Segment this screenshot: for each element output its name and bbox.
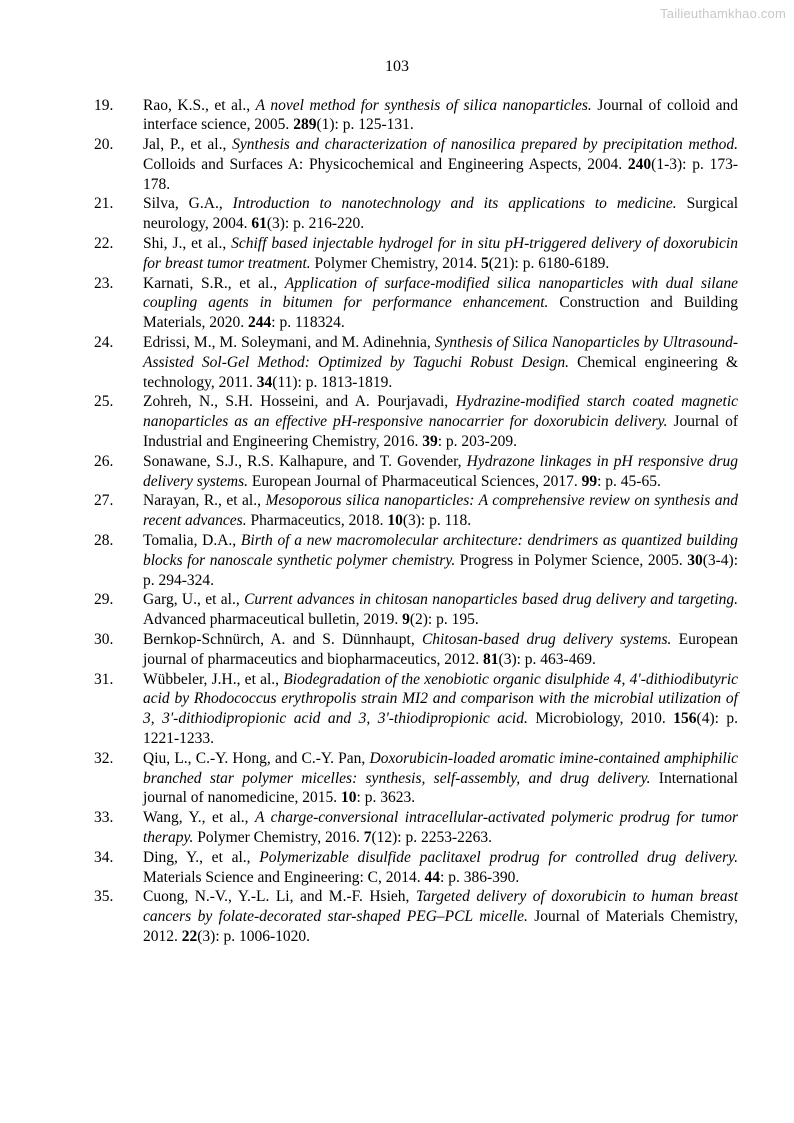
reference-number: 22. <box>94 235 114 253</box>
reference-item <box>94 630 738 670</box>
reference-number: 25. <box>94 393 114 411</box>
reference-number: 27. <box>94 492 114 510</box>
reference-authors: Wübbeler, J.H., et al., <box>143 670 280 688</box>
reference-item <box>94 135 738 194</box>
reference-item <box>94 96 738 136</box>
reference-item <box>94 670 738 749</box>
reference-text <box>143 274 738 333</box>
reference-title: Current advances in chitosan nanoparticles based drug delivery and targeting. <box>244 591 739 609</box>
reference-text <box>143 590 738 630</box>
reference-item <box>94 194 738 234</box>
reference-journal: Construction and Building Materials, 2020. <box>143 294 739 332</box>
reference-volume: 61 <box>251 215 267 233</box>
reference-title: Synthesis of Silica Nanoparticles by Ultrasound-Assisted Sol-Gel Method: Optimized by Taguchi Robust Design. <box>143 334 738 371</box>
reference-authors: Cuong, N.-V., Y.-L. Li, and M.-F. Hsieh, <box>143 888 410 906</box>
reference-pages: : p. 45-65. <box>597 472 661 490</box>
reference-text <box>143 194 738 234</box>
reference-authors: Jal, P., et al., <box>143 136 227 154</box>
reference-journal: European Journal of Pharmaceutical Sciences, 2017. <box>251 472 578 490</box>
reference-number: 29. <box>94 591 114 609</box>
reference-item <box>94 848 738 888</box>
reference-volume: 156 <box>673 710 697 728</box>
reference-text <box>143 808 738 848</box>
reference-authors: Ding, Y., et al., <box>143 848 251 866</box>
reference-authors: Wang, Y., et al., <box>143 809 249 827</box>
reference-volume: 44 <box>424 868 441 886</box>
reference-authors: Tomalia, D.A., <box>143 532 237 550</box>
reference-authors: Shi, J., et al., <box>143 235 227 253</box>
reference-volume: 39 <box>422 433 438 451</box>
reference-authors: Zohreh, N., S.H. Hosseini, and A. Pourjavadi, <box>143 393 449 411</box>
reference-pages: (1): p. 125-131. <box>316 116 414 134</box>
reference-title: A charge-conversional intracellular-activated polymeric prodrug for tumor therapy. <box>143 809 739 846</box>
reference-pages: : p. 203-209. <box>437 433 517 451</box>
reference-authors: Edrissi, M., M. Soleymani, and M. Adinehnia, <box>143 334 431 352</box>
reference-item <box>94 234 738 274</box>
reference-number: 26. <box>94 452 114 470</box>
reference-item <box>94 491 738 531</box>
reference-item <box>94 274 738 333</box>
reference-text <box>143 452 738 492</box>
reference-text <box>143 749 738 808</box>
reference-pages: (21): p. 6180-6189. <box>488 254 610 272</box>
reference-pages: (2): p. 195. <box>409 611 479 629</box>
reference-text <box>143 96 738 136</box>
reference-number: 34. <box>94 848 114 866</box>
reference-journal: Journal of Industrial and Engineering Chemistry, 2016. <box>143 413 739 451</box>
reference-authors: Bernkop-Schnürch, A. and S. Dünnhaupt, <box>143 631 415 649</box>
reference-pages: (12): p. 2253-2263. <box>371 828 493 846</box>
reference-authors: Qiu, L., C.-Y. Hong, and C.-Y. Pan, <box>143 749 366 767</box>
reference-title: Mesoporous silica nanoparticles: A comprehensive review on synthesis and recent advances. <box>143 492 738 530</box>
reference-authors: Karnati, S.R., et al., <box>143 274 278 292</box>
reference-volume: 10 <box>387 512 403 530</box>
reference-number: 32. <box>94 749 114 767</box>
reference-pages: (3-4): p. 294-324. <box>143 551 739 589</box>
reference-journal: International journal of nanomedicine, 2015. <box>143 769 738 807</box>
reference-pages: : p. 118324. <box>271 314 345 332</box>
reference-pages: (3): p. 1006-1020. <box>197 927 311 945</box>
reference-journal: Materials Science and Engineering: C, 2014. <box>143 868 421 886</box>
reference-item <box>94 590 738 630</box>
reference-number: 28. <box>94 532 114 550</box>
reference-item <box>94 887 738 946</box>
reference-title: Hydrazone linkages in pH responsive drug delivery systems. <box>143 452 739 490</box>
reference-authors: Sonawane, S.J., R.S. Kalhapure, and T. Govender, <box>143 452 462 470</box>
reference-title: Schiff based injectable hydrogel for in situ pH-triggered delivery of doxorubicin for breast tumor treatment. <box>143 235 738 272</box>
reference-number: 33. <box>94 809 114 827</box>
reference-volume: 240 <box>627 155 652 173</box>
reference-title: Biodegradation of the xenobiotic organic disulphide 4, 4'-dithiodibutyric acid by Rhodococcus erythropolis strain MI2 and comparison with the microbial utilization of 3, 3'-dithiodipropionic acid and 3, 3'-thiodipropionic acid. <box>143 670 739 728</box>
reference-authors: Rao, K.S., et al., <box>143 96 251 114</box>
reference-text <box>143 630 738 670</box>
reference-text <box>143 887 738 946</box>
reference-number: 23. <box>94 274 114 292</box>
page-number: 103 <box>385 58 409 75</box>
reference-volume: 244 <box>248 314 272 332</box>
reference-number: 31. <box>94 670 114 688</box>
reference-volume: 30 <box>687 551 703 569</box>
reference-title: A novel method for synthesis of silica nanoparticles. <box>255 96 592 114</box>
reference-pages: : p. 3623. <box>356 789 416 807</box>
reference-title: Application of surface-modified silica nanoparticles with dual silane coupling agents in bitumen for performance enhancement. <box>143 274 738 312</box>
reference-title: Birth of a new macromolecular architecture: dendrimers as quantized building blocks for nanoscale synthetic polymer chemistry. <box>143 532 739 569</box>
reference-journal: Progress in Polymer Science, 2005. <box>459 551 683 569</box>
reference-title: Doxorubicin-loaded aromatic imine-contained amphiphilic branched star polymer micelles: synthesis, self-assembly, and drug delivery. <box>143 749 739 787</box>
reference-title: Hydrazine-modified starch coated magnetic nanoparticles as an effective pH-responsive nanocarrier for doxorubicin delivery. <box>143 393 739 431</box>
reference-volume: 7 <box>363 828 372 846</box>
reference-journal: Colloids and Surfaces A: Physicochemical and Engineering Aspects, 2004. <box>143 155 623 173</box>
reference-title: Targeted delivery of doxorubicin to human breast cancers by folate-decorated star-shaped PEG–PCL micelle. <box>143 888 738 926</box>
reference-text <box>143 234 738 274</box>
reference-journal: Microbiology, 2010. <box>535 710 666 728</box>
reference-journal: Surgical neurology, 2004. <box>143 195 739 233</box>
watermark: Tailieuthamkhao.com <box>660 6 786 21</box>
reference-number: 19. <box>94 96 114 114</box>
reference-pages: (1-3): p. 173-178. <box>143 155 739 193</box>
reference-journal: Journal of Materials Chemistry, 2012. <box>143 908 738 945</box>
reference-volume: 22 <box>181 927 198 945</box>
reference-volume: 34 <box>256 373 273 391</box>
reference-number: 30. <box>94 631 114 649</box>
reference-journal: Chemical engineering & technology, 2011. <box>143 353 738 391</box>
reference-pages: : p. 386-390. <box>440 868 520 886</box>
reference-journal: Journal of colloid and interface science, 2005. <box>143 96 738 134</box>
reference-item <box>94 392 738 451</box>
reference-volume: 99 <box>581 472 598 490</box>
reference-item <box>94 749 738 808</box>
reference-volume: 81 <box>483 650 499 668</box>
reference-title: Polymerizable disulfide paclitaxel prodrug for controlled drug delivery. <box>259 848 738 866</box>
reference-title: Chitosan-based drug delivery systems. <box>421 631 672 649</box>
reference-journal: Polymer Chemistry, 2014. <box>314 254 478 272</box>
reference-journal: Polymer Chemistry, 2016. <box>197 828 360 846</box>
reference-list <box>94 96 738 947</box>
reference-text <box>143 333 738 392</box>
reference-text <box>143 135 738 194</box>
reference-volume: 5 <box>480 254 489 272</box>
reference-pages: (3): p. 216-220. <box>266 215 365 233</box>
reference-number: 20. <box>94 136 114 154</box>
reference-authors: Narayan, R., et al., <box>143 492 261 510</box>
reference-text <box>143 531 738 590</box>
reference-authors: Garg, U., et al., <box>143 591 240 609</box>
reference-text <box>143 392 738 451</box>
reference-pages: (11): p. 1813-1819. <box>272 373 393 391</box>
reference-number: 24. <box>94 334 114 352</box>
reference-pages: (3): p. 118. <box>402 512 472 530</box>
reference-pages: (4): p. 1221-1233. <box>143 710 739 747</box>
reference-text <box>143 848 738 888</box>
reference-number: 35. <box>94 888 114 906</box>
reference-item <box>94 808 738 848</box>
reference-pages: (3): p. 463-469. <box>498 650 596 668</box>
reference-journal: Pharmaceutics, 2018. <box>250 512 384 530</box>
reference-journal: European journal of pharmaceutics and biopharmaceutics, 2012. <box>143 631 738 668</box>
reference-volume: 10 <box>341 789 357 807</box>
reference-authors: Silva, G.A., <box>143 195 223 213</box>
reference-volume: 9 <box>402 611 410 629</box>
reference-item <box>94 333 738 392</box>
reference-item <box>94 531 738 590</box>
reference-text <box>143 491 738 531</box>
reference-journal: Advanced pharmaceutical bulletin, 2019. <box>143 611 399 629</box>
reference-volume: 289 <box>293 116 317 134</box>
reference-title: Synthesis and characterization of nanosilica prepared by precipitation method. <box>232 136 739 154</box>
reference-title: Introduction to nanotechnology and its applications to medicine. <box>232 195 677 213</box>
reference-number: 21. <box>94 195 114 213</box>
reference-text <box>143 670 738 749</box>
reference-item <box>94 452 738 492</box>
